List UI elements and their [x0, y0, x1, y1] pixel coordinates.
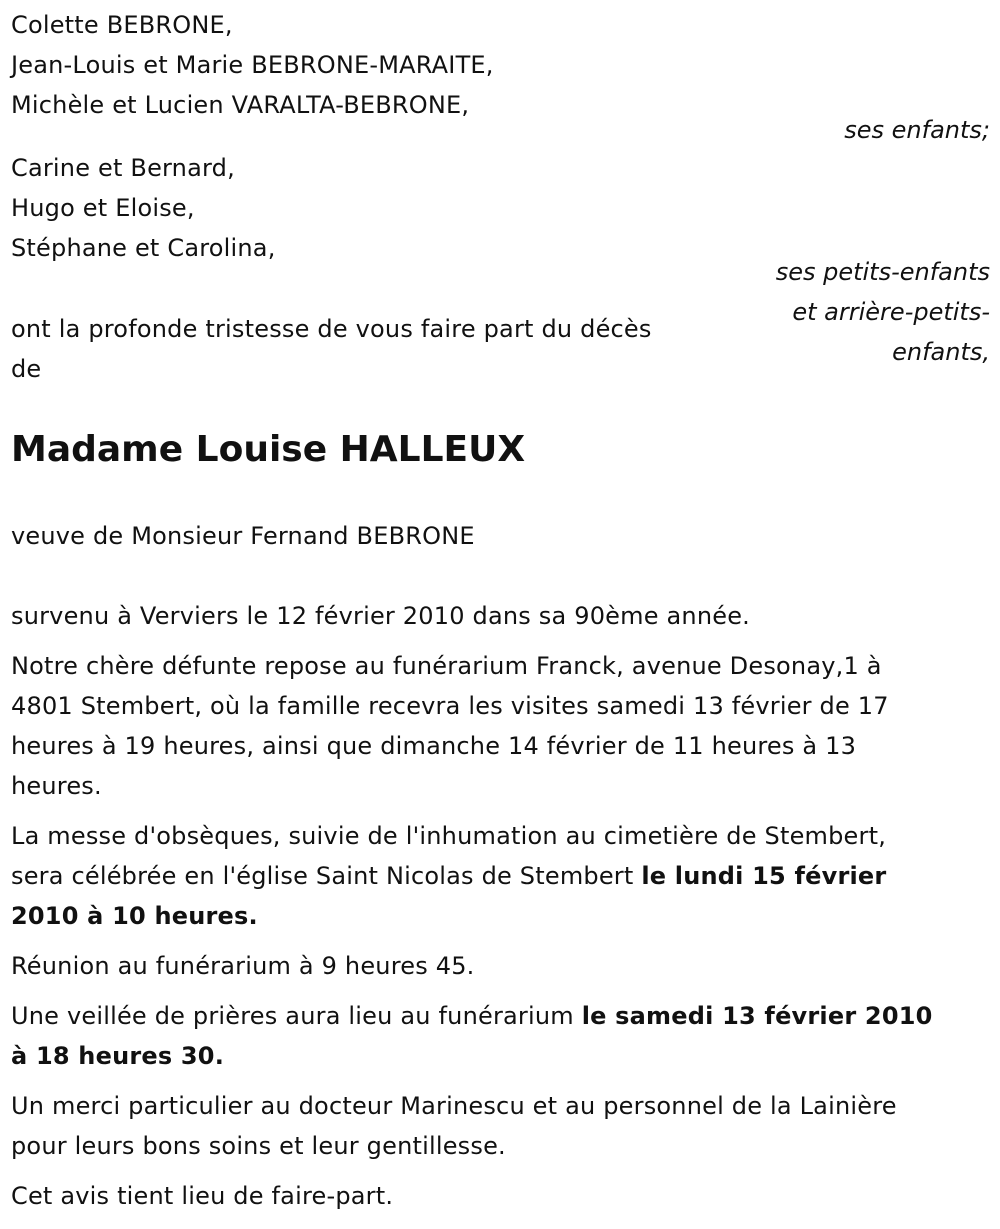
- grandchild-line-1: Carine et Bernard,: [11, 154, 235, 182]
- vigil-line-2: [11, 1036, 224, 1076]
- deceased-name: Madame Louise HALLEUX: [11, 429, 526, 470]
- child-line-3: Michèle et Lucien VARALTA-BEBRONE,: [11, 91, 470, 119]
- vigil-text: Une veillée de prières aura lieu au funérarium: [11, 1002, 582, 1030]
- vigil-time-bold: à 18 heures 30.: [11, 1042, 225, 1070]
- child-line-1: Colette BEBRONE,: [11, 11, 233, 39]
- death-details: survenu à Verviers le 12 février 2010 dans sa 90ème année.: [11, 602, 751, 630]
- thanks-line-1: Un merci particulier au docteur Marinescu et au personnel de la Lainière: [11, 1092, 897, 1120]
- child-line-2: Jean-Louis et Marie BEBRONE-MARAITE,: [11, 51, 494, 79]
- grandchild-line-3: Stéphane et Carolina,: [11, 234, 276, 262]
- vigil-date-bold: le samedi 13 février 2010: [581, 1002, 933, 1030]
- meeting-info: Réunion au funérarium à 9 heures 45.: [11, 952, 475, 980]
- announcement-line-2: de: [11, 355, 42, 383]
- rest-line-2: 4801 Stembert, où la famille recevra les visites samedi 13 février de 17: [11, 692, 889, 720]
- mass-time-bold: 2010 à 10 heures.: [11, 902, 258, 930]
- rest-line-1: Notre chère défunte repose au funérarium Franck, avenue Desonay,1 à: [11, 652, 882, 680]
- mass-line-1: La messe d'obsèques, suivie de l'inhumation au cimetière de Stembert,: [11, 822, 887, 850]
- mass-line-2-text: sera célébrée en l'église Saint Nicolas de Stembert: [11, 862, 642, 890]
- mass-line-2: [11, 856, 886, 896]
- grandchildren-label-2: et arrière-petits-: [792, 298, 990, 326]
- mass-date-bold: le lundi 15 février: [641, 862, 887, 890]
- grandchildren-label-1: ses petits-enfants: [775, 258, 990, 286]
- rest-line-4: heures.: [11, 772, 102, 800]
- vigil-line-1: [11, 996, 933, 1036]
- grandchild-line-2: Hugo et Eloise,: [11, 194, 195, 222]
- rest-line-3: heures à 19 heures, ainsi que dimanche 14 février de 11 heures à 13: [11, 732, 857, 760]
- mass-line-3: [11, 896, 258, 936]
- grandchildren-label-3: enfants,: [892, 338, 990, 366]
- widow-of: veuve de Monsieur Fernand BEBRONE: [11, 522, 475, 550]
- thanks-line-2: pour leurs bons soins et leur gentillesse.: [11, 1132, 506, 1160]
- children-label: ses enfants;: [844, 116, 990, 144]
- announcement-line-1: ont la profonde tristesse de vous faire part du décès: [11, 315, 652, 343]
- closing-note: Cet avis tient lieu de faire-part.: [11, 1182, 394, 1210]
